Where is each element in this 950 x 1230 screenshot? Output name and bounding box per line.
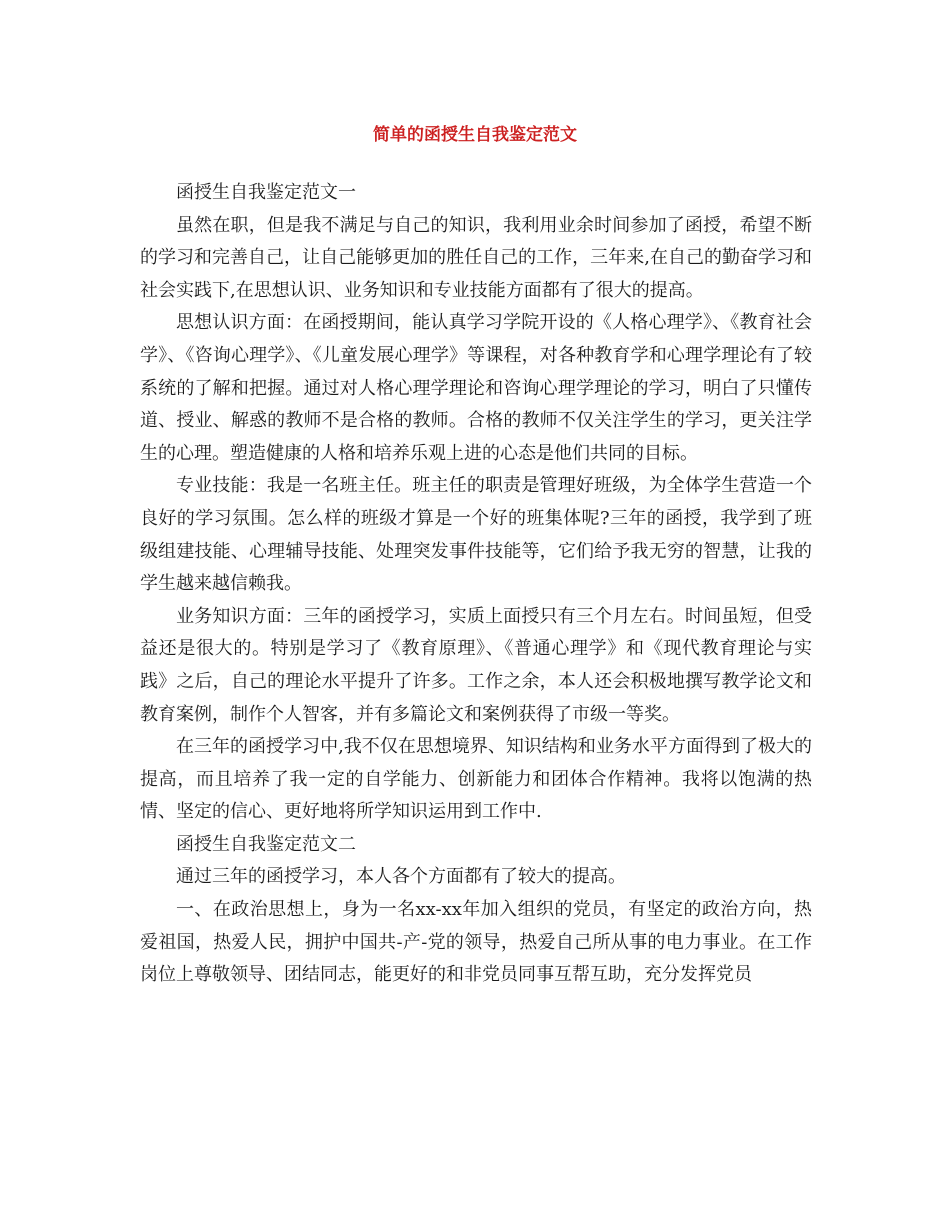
paragraph-skills: 专业技能：我是一名班主任。班主任的职责是管理好班级，为全体学生营造一个良好的学习氛围。怎么样的班级才算是一个好的班集体呢?三年的函授，我学到了班级组建技能、心理辅导技能、处理突发事件技能等，它们给予我无穷的智慧，让我的学生越来越信赖我。 <box>140 475 812 595</box>
paragraph-intro: 虽然在职，但是我不满足与自己的知识，我利用业余时间参加了函授，希望不断的学习和完善自己，让自己能够更加的胜任自己的工作，三年来,在自己的勤奋学习和社会实践下,在思想认识、业务知识和专业技能方面都有了很大的提高。 <box>140 214 812 301</box>
paragraph-summary: 在三年的函授学习中,我不仅在思想境界、知识结构和业务水平方面得到了极大的提高，而且培养了我一定的自学能力、创新能力和团体合作精神。我将以饱满的热情、坚定的信心、更好地将所学知识运用到工作中. <box>140 736 812 823</box>
document-title: 简单的函授生自我鉴定范文 <box>373 125 577 145</box>
section-heading-two: 函授生自我鉴定范文二 <box>176 833 356 855</box>
paragraph-overview: 通过三年的函授学习，本人各个方面都有了较大的提高。 <box>176 866 626 888</box>
document-body <box>140 177 812 992</box>
section-heading-one: 函授生自我鉴定范文一 <box>176 182 356 203</box>
paragraph-politics: 一、在政治思想上，身为一名xx-xx年加入组织的党员，有坚定的政治方向，热爱祖国，热爱人民，拥护中国共-产-党的领导，热爱自己所从事的电力事业。在工作岗位上尊敬领导、团结同志，能更好的和非党员同事互帮互助，充分发挥党员 <box>140 899 812 986</box>
paragraph-thought: 思想认识方面：在函授期间，能认真学习学院开设的《人格心理学》、《教育社会学》、《咨询心理学》、《儿童发展心理学》等课程，对各种教育学和心理学理论有了较系统的了解和把握。通过对人格心理学理论和咨询心理学理论的学习，明白了只懂传道、授业、解惑的教师不是合格的教师。合格的教师不仅关注学生的学习，更关注学生的心理。塑造健康的人格和培养乐观上进的心态是他们共同的目标。 <box>140 312 812 464</box>
paragraph-knowledge: 业务知识方面：三年的函授学习，实质上面授只有三个月左右。时间虽短，但受益还是很大的。特别是学习了《教育原理》、《普通心理学》和《现代教育理论与实践》之后，自己的理论水平提升了许多。工作之余，本人还会积极地撰写教学论文和教育案例，制作个人智客，并有多篇论文和案例获得了市级一等奖。 <box>140 605 812 725</box>
